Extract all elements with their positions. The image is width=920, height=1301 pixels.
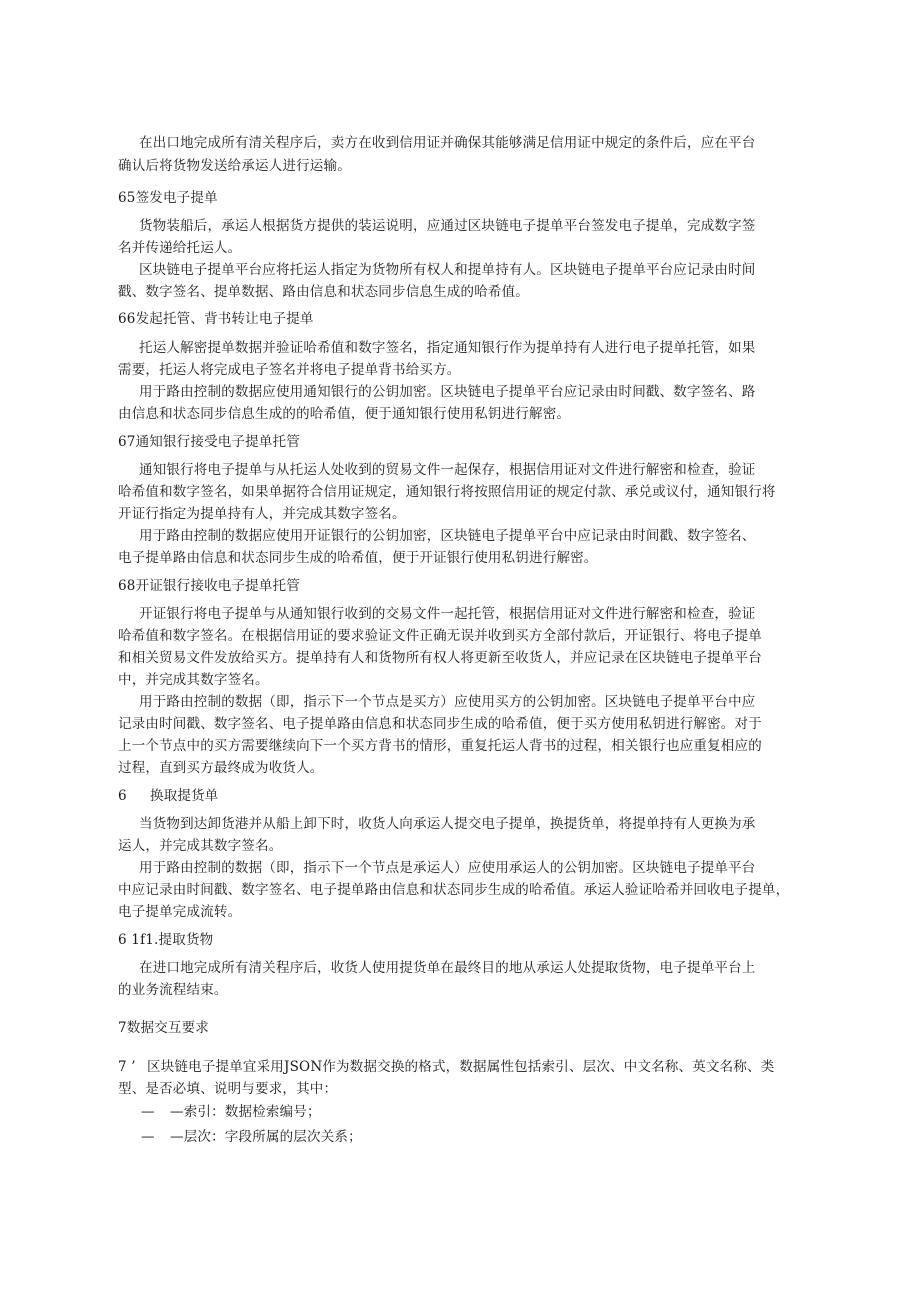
- paragraph-line: 哈希值和数字签名。在根据信用证的要求验证文件正确无误并收到买方全部付款后，开证银行、将电子提单: [118, 628, 762, 644]
- paragraph-line: 中，并完成其数字签名。: [118, 672, 269, 688]
- paragraph-line: 和相关贸易文件发放给买方。提单持有人和货物所有权人将更新至收货人，并应记录在区块链电子提单平台: [118, 650, 762, 666]
- paragraph-line: 开证行指定为提单持有人，并完成其数字签名。: [118, 506, 406, 522]
- paragraph-line: 的业务流程结束。: [118, 982, 228, 998]
- paragraph-line: 通知银行将电子提单与从托运人处收到的贸易文件一起保存，根据信用证对文件进行解密和检查，验证: [139, 462, 756, 478]
- list-item: —层次：字段所属的层次关系；: [170, 1129, 362, 1145]
- paragraph-line: 名并传递给托运人。: [118, 240, 242, 256]
- paragraph-line: 用于路由控制的数据（即，指示下一个节点是承运人）应使用承运人的公钥加密。区块链电子提单平台: [139, 860, 756, 876]
- list-item: —索引：数据检索编号；: [170, 1104, 321, 1120]
- paragraph-line: 用于路由控制的数据应使用通知银行的公钥加密。区块链电子提单平台应记录由时间戳、数字签名、路: [139, 384, 756, 400]
- paragraph-line: 型、是否必填、说明与要求，其中：: [118, 1081, 338, 1097]
- list-item-dash: —: [141, 1104, 155, 1120]
- paragraph-line: 开证银行将电子提单与从通知银行收到的交易文件一起托管，根据信用证对文件进行解密和检查，验证: [139, 606, 756, 622]
- paragraph-line: 在出口地完成所有清关程序后，卖方在收到信用证并确保其能够满足信用证中规定的条件后，应在平台: [139, 135, 756, 151]
- section-heading-6-9-title: 换取提货单: [150, 788, 219, 804]
- paragraph-line: 用于路由控制的数据应使用开证银行的公钥加密，区块链电子提单平台中应记录由时间戳、数字签名、: [139, 528, 756, 544]
- paragraph-line: 记录由时间戳、数字签名、电子提单路由信息和状态同步生成的哈希值，便于买方使用私钥进行解密。对于: [118, 716, 762, 732]
- list-item-dash: —: [141, 1129, 155, 1145]
- section-heading-7-1-number: 7 ’: [118, 1059, 136, 1075]
- section-heading-6-10: 6 1f1.提取货物: [118, 932, 214, 948]
- paragraph-line: 需要，托运人将完成电子签名并将电子提单背书给买方。: [118, 362, 461, 378]
- paragraph-line: 确认后将货物发送给承运人进行运输。: [118, 158, 351, 174]
- paragraph-line: 中应记录由时间戳、数字签名、电子提单路由信息和状态同步生成的哈希值。承运人验证哈希并回收电子提单，: [118, 882, 790, 898]
- paragraph-line: 上一个节点中的买方需要继续向下一个买方背书的情形，重复托运人背书的过程，相关银行也应重复相应的: [118, 738, 762, 754]
- paragraph-line: 在进口地完成所有清关程序后，收货人使用提货单在最终目的地从承运人处提取货物，电子提单平台上: [139, 960, 756, 976]
- section-heading-6-9-number: 6: [118, 788, 127, 804]
- paragraph-line: 区块链电子提单宜采用JSON作为数据交换的格式，数据属性包括索引、层次、中文名称、英文名称、类: [147, 1059, 775, 1075]
- section-heading-6-6: 66发起托管、背书转让电子提单: [118, 311, 314, 327]
- paragraph-line: 电子提单路由信息和状态同步生成的哈希值，便于开证银行使用私钥进行解密。: [118, 550, 598, 566]
- paragraph-line: 用于路由控制的数据（即，指示下一个节点是买方）应使用买方的公钥加密。区块链电子提单平台中应: [139, 694, 756, 710]
- paragraph-line: 哈希值和数字签名，如果单据符合信用证规定，通知银行将按照信用证的规定付款、承兑或议付，通知银行将: [118, 484, 776, 500]
- paragraph-line: 运人，并完成其数字签名。: [118, 838, 283, 854]
- paragraph-line: 由信息和状态同步信息生成的的哈希值，便于通知银行使用私钥进行解密。: [118, 406, 571, 422]
- paragraph-line: 过程，直到买方最终成为收货人。: [118, 760, 324, 776]
- paragraph-line: 货物装船后，承运人根据货方提供的装运说明，应通过区块链电子提单平台签发电子提单，完成数字签: [139, 218, 756, 234]
- section-heading-7: 7数据交互要求: [118, 1020, 209, 1036]
- paragraph-line: 电子提单完成流转。: [118, 904, 242, 920]
- paragraph-line: 区块链电子提单平台应将托运人指定为货物所有权人和提单持有人。区块链电子提单平台应记录由时间: [139, 262, 756, 278]
- section-heading-6-7: 67通知银行接受电子提单托管: [118, 434, 300, 450]
- paragraph-line: 戳、数字签名、提单数据、路由信息和状态同步信息生成的哈希值。: [118, 284, 529, 300]
- paragraph-line: 当货物到达卸货港并从船上卸下时，收货人向承运人提交电子提单，换提货单，将提单持有人更换为承: [139, 816, 756, 832]
- section-heading-6-8: 68开证银行接收电子提单托管: [118, 578, 300, 594]
- paragraph-line: 托运人解密提单数据并验证哈希值和数字签名，指定通知银行作为提单持有人进行电子提单托管，如果: [139, 340, 756, 356]
- section-heading-6-5: 65签发电子提单: [118, 190, 218, 206]
